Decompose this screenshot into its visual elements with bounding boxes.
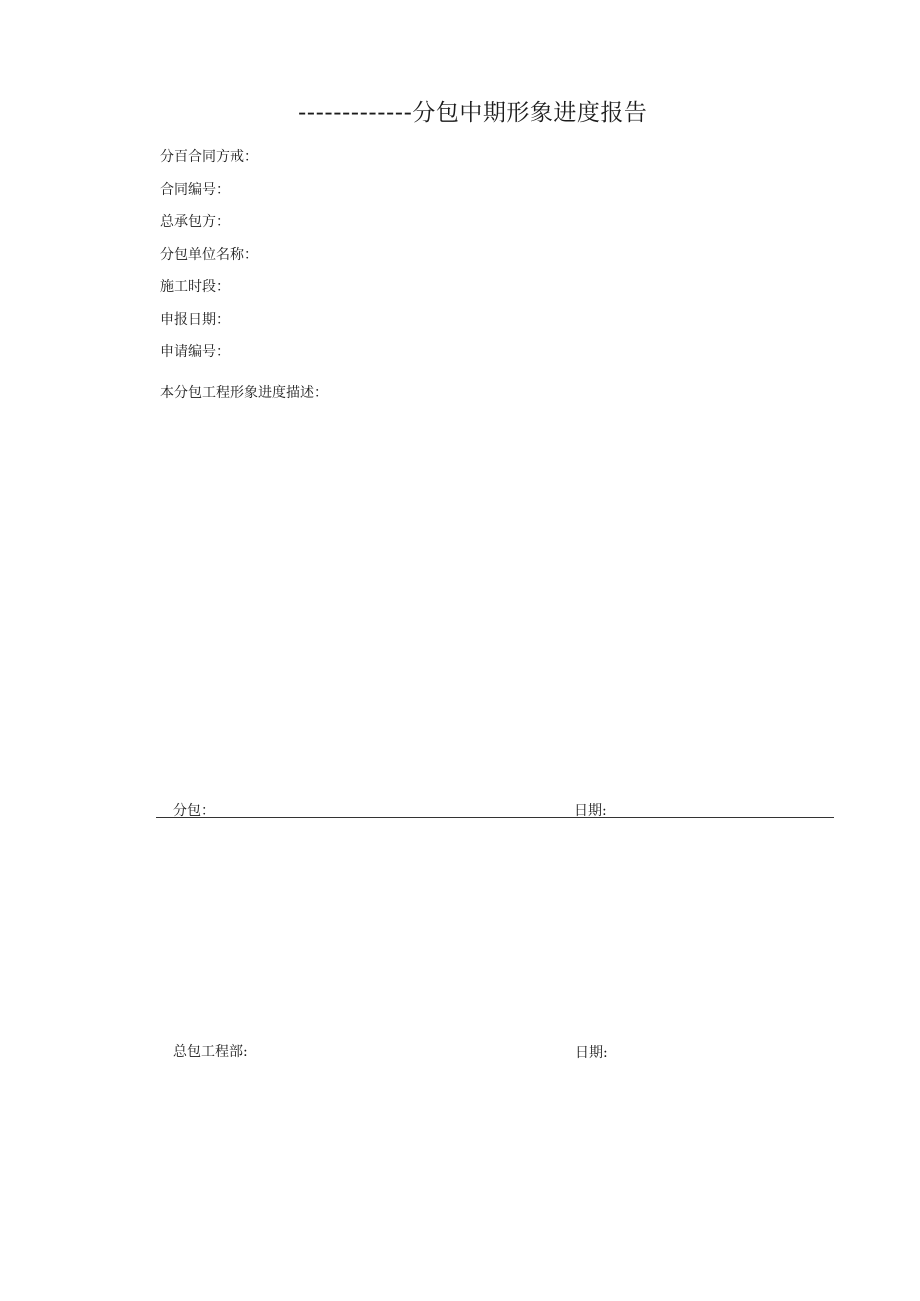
report-date-field: 申报日期： (160, 312, 230, 328)
progress-description-label: 本分包工程形象进度描述： (160, 385, 328, 401)
general-contractor-date-label: 日期: (575, 1045, 608, 1061)
application-number-field: 申请编号： (160, 344, 230, 360)
construction-period-field: 施工时段： (160, 279, 230, 295)
contract-number-field: 合同编号： (160, 182, 230, 198)
general-contractor-signature-label: 总包工程部: (173, 1044, 248, 1060)
signature-divider (156, 817, 834, 818)
contract-party-field: 分百合同方戒： (160, 149, 258, 165)
subcontractor-signature-label: 分包： (173, 803, 215, 819)
page-title: -------------分包中期形象进度报告 (298, 100, 648, 126)
subcontractor-date-label: 日期: (574, 803, 607, 819)
general-contractor-field: 总承包方： (160, 214, 230, 230)
subcontractor-name-field: 分包单位名称： (160, 247, 258, 263)
